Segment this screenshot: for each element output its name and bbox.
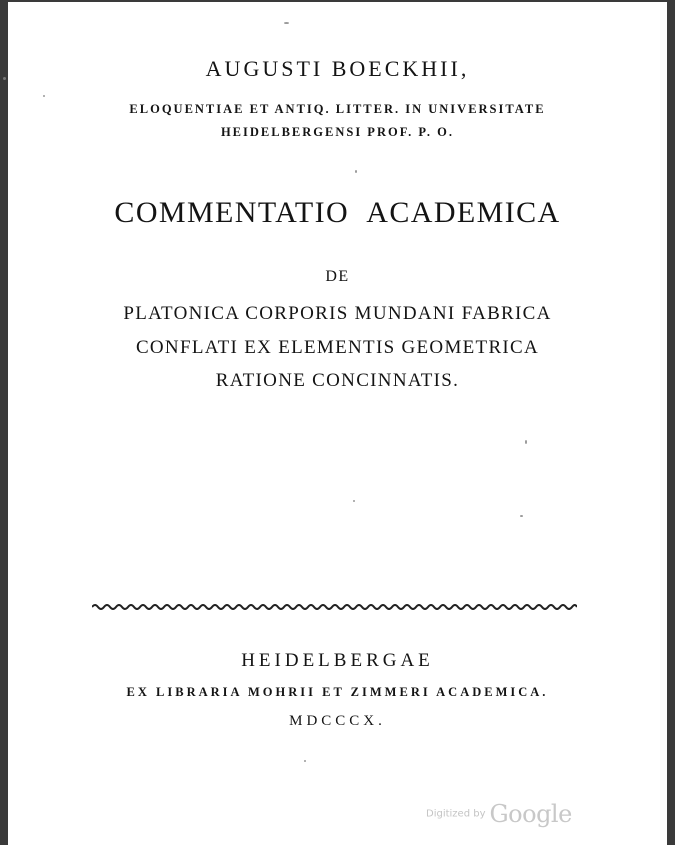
scan-speck: [525, 440, 527, 444]
author-name: AUGUSTI BOECKHII,: [205, 56, 470, 81]
author-affiliation-line-2: HEIDELBERGENSI PROF. P. O.: [220, 125, 455, 139]
scan-speck: [520, 515, 523, 517]
subtitle-line-1: PLATONICA CORPORIS MUNDANI FABRICA: [123, 303, 552, 324]
digitized-by-google-watermark: [426, 800, 572, 836]
author-affiliation-line-1: ELOQUENTIAE ET ANTIQ. LITTER. IN UNIVERSITATE: [129, 102, 546, 116]
google-logo: Google: [489, 800, 572, 828]
imprint-publisher: EX LIBRARIA MOHRII ET ZIMMERI ACADEMICA.: [126, 685, 549, 699]
title-preposition: DE: [325, 268, 350, 285]
digitized-label: Digitized by: [426, 808, 486, 820]
subtitle-line-3: RATIONE CONCINNATIS.: [215, 370, 460, 391]
ornamental-rule: [92, 602, 577, 612]
subtitle-line-2: CONFLATI EX ELEMENTIS GEOMETRICA: [135, 337, 540, 358]
scan-speck: [355, 170, 357, 173]
imprint-city: HEIDELBERGAE: [241, 650, 434, 671]
imprint-year: MDCCCX.: [289, 713, 386, 729]
scan-speck: [353, 500, 355, 502]
scan-speck: [284, 22, 289, 24]
scan-speck: [304, 760, 306, 762]
scan-speck: [43, 95, 45, 97]
work-title: COMMENTATIO ACADEMICA: [114, 196, 561, 229]
